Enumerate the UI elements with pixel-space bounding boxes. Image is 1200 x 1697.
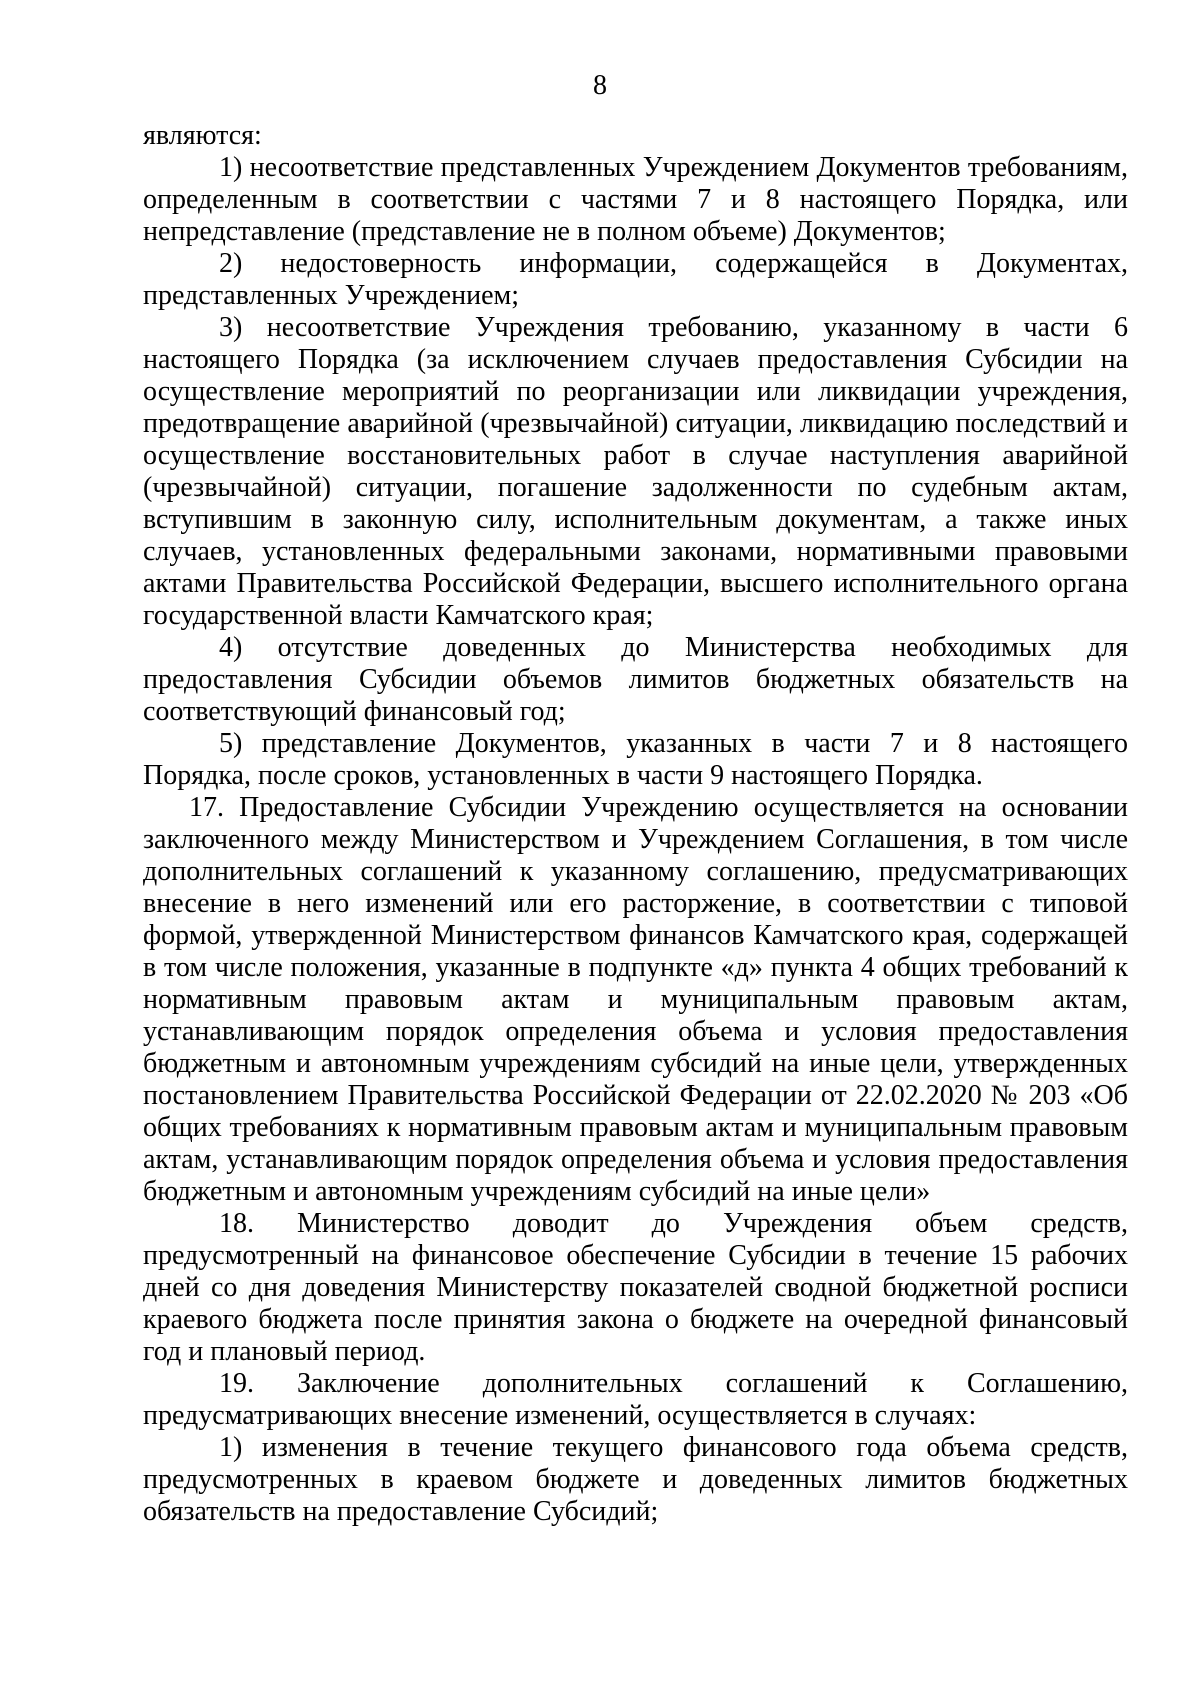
paragraph-item-5: 5) представление Документов, указанных в части 7 и 8 настоящего Порядка, после сроков, установленных в части 9 настоящего Порядка. — [143, 728, 1128, 791]
paragraph-section-17: 17. Предоставление Субсидии Учреждению осуществляется на основании заключенного между Министерством и Учреждением Соглашения, в том числе дополнительных соглашений к указанному соглашению, предусматривающих внесение в него изменений или его расторжение, в соответствии с типовой формой, утвержденной Министерством финансов Камчатского края, содержащей в том числе положения, указанные в подпункте «д» пункта 4 общих требований к нормативным правовым актам и муниципальным правовым актам, устанавливающим порядок определения объема и условия предоставления бюджетным и автономным учреждениям субсидий на иные цели, утвержденных постановлением Правительства Российской Федерации от 22.02.2020 № 203 «Об общих требованиях к нормативным правовым актам и муниципальным правовым актам, устанавливающим порядок определения объема и условия предоставления бюджетным и автономным учреждениям субсидий на иные цели» — [143, 792, 1128, 1207]
paragraph-continuation: являются: — [143, 120, 262, 151]
paragraph-item-3: 3) несоответствие Учреждения требованию, указанному в части 6 настоящего Порядка (за исключением случаев предоставления Субсидии на осуществление мероприятий по реорганизации или ликвидации учреждения, предотвращение аварийной (чрезвычайной) ситуации, ликвидацию последствий и осуществление восстановительных работ в случае наступления аварийной (чрезвычайной) ситуации, погашение задолженности по судебным актам, вступившим в законную силу, исполнительным документам, а также иных случаев, установленных федеральными законами, нормативными правовыми актами Правительства Российской Федерации, высшего исполнительного органа государственной власти Камчатского края; — [143, 312, 1128, 631]
paragraph-item-4: 4) отсутствие доведенных до Министерства необходимых для предоставления Субсидии объемов лимитов бюджетных обязательств на соответствующий финансовый год; — [143, 632, 1128, 727]
paragraph-section-18: 18. Министерство доводит до Учреждения объем средств, предусмотренный на финансовое обеспечение Субсидии в течение 15 рабочих дней со дня доведения Министерству показателей сводной бюджетной росписи краевого бюджета после принятия закона о бюджете на очередной финансовый год и плановый период. — [143, 1208, 1128, 1367]
page-number: 8 — [593, 70, 607, 101]
paragraph-item-2: 2) недостоверность информации, содержащейся в Документах, представленных Учреждением; — [143, 248, 1128, 311]
document-body — [143, 120, 1128, 1528]
paragraph-section-19: 19. Заключение дополнительных соглашений к Соглашению, предусматривающих внесение изменений, осуществляется в случаях: — [143, 1368, 1128, 1431]
paragraph-item-1: 1) несоответствие представленных Учреждением Документов требованиям, определенным в соответствии с частями 7 и 8 настоящего Порядка, или непредставление (представление не в полном объеме) Документов; — [143, 152, 1128, 247]
paragraph-section-19-item-1: 1) изменения в течение текущего финансового года объема средств, предусмотренных в краевом бюджете и доведенных лимитов бюджетных обязательств на предоставление Субсидий; — [143, 1432, 1128, 1527]
